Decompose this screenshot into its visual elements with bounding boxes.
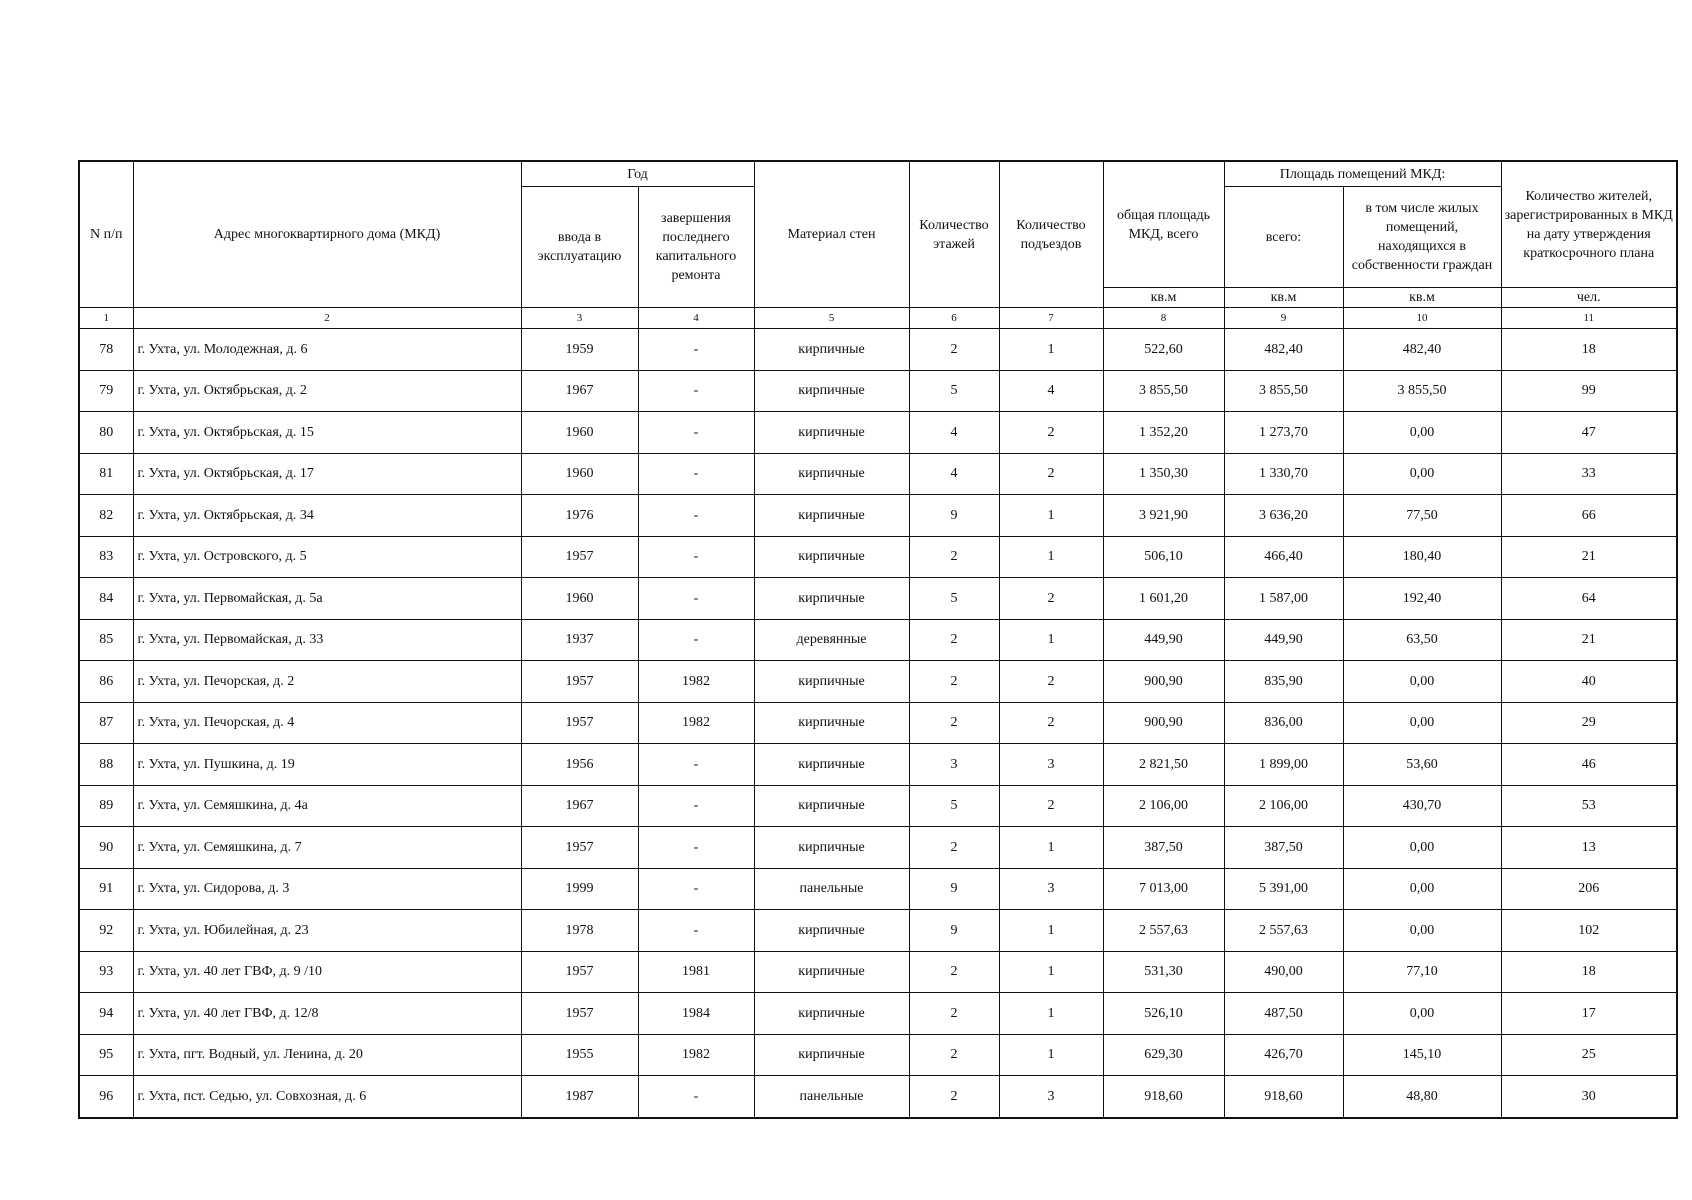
cell-address: г. Ухта, ул. Сидорова, д. 3: [133, 868, 521, 910]
cell-wall-material: кирпичные: [754, 744, 909, 786]
cell-year-repair: 1984: [638, 993, 754, 1035]
cell-entrances: 3: [999, 744, 1103, 786]
cell-year-commission: 1967: [521, 370, 638, 412]
unit-total-area: кв.м: [1103, 288, 1224, 308]
cell-address: г. Ухта, ул. Октябрьская, д. 34: [133, 495, 521, 537]
cell-year-repair: -: [638, 329, 754, 371]
cell-n: 82: [79, 495, 133, 537]
cell-residents: 33: [1501, 453, 1677, 495]
cell-year-commission: 1955: [521, 1034, 638, 1076]
cell-entrances: 1: [999, 1034, 1103, 1076]
cell-floors: 5: [909, 578, 999, 620]
cell-entrances: 2: [999, 453, 1103, 495]
cell-wall-material: панельные: [754, 1076, 909, 1118]
cell-n: 89: [79, 785, 133, 827]
cell-wall-material: кирпичные: [754, 702, 909, 744]
cell-year-repair: -: [638, 868, 754, 910]
cell-residents: 13: [1501, 827, 1677, 869]
cell-entrances: 2: [999, 785, 1103, 827]
cell-year-repair: -: [638, 495, 754, 537]
cell-area-all: 836,00: [1224, 702, 1343, 744]
table-row: [79, 453, 1677, 495]
cell-entrances: 1: [999, 495, 1103, 537]
cell-year-commission: 1960: [521, 412, 638, 454]
cell-area-all: 482,40: [1224, 329, 1343, 371]
cell-floors: 5: [909, 785, 999, 827]
header-year-repair: завершения последнего капитального ремонта: [638, 187, 754, 308]
cell-total-area: 900,90: [1103, 702, 1224, 744]
cell-residents: 47: [1501, 412, 1677, 454]
cell-wall-material: кирпичные: [754, 661, 909, 703]
cell-residents: 18: [1501, 951, 1677, 993]
cell-year-commission: 1957: [521, 536, 638, 578]
cell-floors: 2: [909, 951, 999, 993]
table-row: [79, 993, 1677, 1035]
cell-year-commission: 1959: [521, 329, 638, 371]
header-address: Адрес многоквартирного дома (МКД): [133, 161, 521, 308]
cell-address: г. Ухта, ул. 40 лет ГВФ, д. 12/8: [133, 993, 521, 1035]
cell-address: г. Ухта, ул. Октябрьская, д. 17: [133, 453, 521, 495]
cell-year-repair: -: [638, 785, 754, 827]
cell-area-residential: 482,40: [1343, 329, 1501, 371]
table-row: [79, 1076, 1677, 1118]
cell-floors: 2: [909, 536, 999, 578]
cell-address: г. Ухта, ул. Первомайская, д. 5а: [133, 578, 521, 620]
cell-residents: 21: [1501, 619, 1677, 661]
cell-total-area: 522,60: [1103, 329, 1224, 371]
cell-n: 87: [79, 702, 133, 744]
cell-total-area: 387,50: [1103, 827, 1224, 869]
cell-wall-material: кирпичные: [754, 536, 909, 578]
column-number: 8: [1103, 308, 1224, 329]
column-number: 1: [79, 308, 133, 329]
cell-total-area: 1 352,20: [1103, 412, 1224, 454]
cell-year-repair: -: [638, 619, 754, 661]
cell-entrances: 2: [999, 412, 1103, 454]
cell-total-area: 900,90: [1103, 661, 1224, 703]
cell-residents: 21: [1501, 536, 1677, 578]
cell-wall-material: кирпичные: [754, 993, 909, 1035]
column-number: 7: [999, 308, 1103, 329]
cell-n: 95: [79, 1034, 133, 1076]
cell-total-area: 918,60: [1103, 1076, 1224, 1118]
cell-area-all: 487,50: [1224, 993, 1343, 1035]
column-number: 10: [1343, 308, 1501, 329]
cell-entrances: 2: [999, 661, 1103, 703]
cell-area-all: 1 899,00: [1224, 744, 1343, 786]
cell-total-area: 2 557,63: [1103, 910, 1224, 952]
cell-n: 91: [79, 868, 133, 910]
cell-address: г. Ухта, ул. Островского, д. 5: [133, 536, 521, 578]
cell-area-all: 918,60: [1224, 1076, 1343, 1118]
cell-year-repair: -: [638, 412, 754, 454]
cell-year-commission: 1967: [521, 785, 638, 827]
cell-wall-material: кирпичные: [754, 1034, 909, 1076]
cell-address: г. Ухта, ул. Молодежная, д. 6: [133, 329, 521, 371]
cell-wall-material: кирпичные: [754, 951, 909, 993]
table-row: [79, 1034, 1677, 1076]
cell-floors: 4: [909, 412, 999, 454]
cell-year-repair: 1982: [638, 661, 754, 703]
column-number: 4: [638, 308, 754, 329]
cell-address: г. Ухта, ул. Печорская, д. 2: [133, 661, 521, 703]
cell-address: г. Ухта, пст. Седью, ул. Совхозная, д. 6: [133, 1076, 521, 1118]
cell-area-all: 426,70: [1224, 1034, 1343, 1076]
cell-year-repair: -: [638, 827, 754, 869]
cell-floors: 2: [909, 1034, 999, 1076]
cell-entrances: 1: [999, 329, 1103, 371]
cell-year-commission: 1956: [521, 744, 638, 786]
table-row: [79, 536, 1677, 578]
cell-area-residential: 0,00: [1343, 910, 1501, 952]
table-row: [79, 910, 1677, 952]
cell-residents: 53: [1501, 785, 1677, 827]
cell-area-residential: 0,00: [1343, 868, 1501, 910]
cell-floors: 4: [909, 453, 999, 495]
cell-entrances: 3: [999, 868, 1103, 910]
cell-residents: 17: [1501, 993, 1677, 1035]
cell-year-repair: 1982: [638, 702, 754, 744]
cell-area-residential: 0,00: [1343, 702, 1501, 744]
table-row: [79, 619, 1677, 661]
cell-total-area: 1 601,20: [1103, 578, 1224, 620]
unit-area-residential: кв.м: [1343, 288, 1501, 308]
cell-n: 83: [79, 536, 133, 578]
cell-n: 92: [79, 910, 133, 952]
cell-entrances: 1: [999, 951, 1103, 993]
cell-area-residential: 63,50: [1343, 619, 1501, 661]
cell-entrances: 1: [999, 827, 1103, 869]
header-wall-material: Материал стен: [754, 161, 909, 308]
cell-entrances: 4: [999, 370, 1103, 412]
cell-wall-material: деревянные: [754, 619, 909, 661]
table-row: [79, 827, 1677, 869]
header-area-residential: в том числе жилых помещений, находящихся в собственности граждан: [1343, 187, 1501, 288]
column-number: 5: [754, 308, 909, 329]
cell-floors: 9: [909, 495, 999, 537]
cell-area-all: 1 587,00: [1224, 578, 1343, 620]
header-year-commission: ввода в эксплуатацию: [521, 187, 638, 308]
unit-area-all: кв.м: [1224, 288, 1343, 308]
cell-area-residential: 180,40: [1343, 536, 1501, 578]
cell-floors: 2: [909, 661, 999, 703]
cell-area-all: 1 330,70: [1224, 453, 1343, 495]
header-residents: Количество жителей, зарегистрированных в МКД на дату утверждения краткосрочного плана: [1501, 161, 1677, 288]
cell-area-all: 835,90: [1224, 661, 1343, 703]
cell-address: г. Ухта, ул. Первомайская, д. 33: [133, 619, 521, 661]
cell-entrances: 1: [999, 619, 1103, 661]
cell-total-area: 1 350,30: [1103, 453, 1224, 495]
cell-year-repair: -: [638, 536, 754, 578]
cell-residents: 66: [1501, 495, 1677, 537]
column-numbers-row: [79, 308, 1677, 329]
cell-wall-material: кирпичные: [754, 827, 909, 869]
cell-address: г. Ухта, ул. Семяшкина, д. 4а: [133, 785, 521, 827]
cell-area-all: 3 636,20: [1224, 495, 1343, 537]
cell-area-residential: 77,50: [1343, 495, 1501, 537]
cell-n: 96: [79, 1076, 133, 1118]
table-header: [79, 161, 1677, 308]
cell-floors: 2: [909, 329, 999, 371]
cell-address: г. Ухта, ул. Печорская, д. 4: [133, 702, 521, 744]
cell-wall-material: кирпичные: [754, 453, 909, 495]
cell-year-commission: 1957: [521, 993, 638, 1035]
cell-total-area: 526,10: [1103, 993, 1224, 1035]
cell-address: г. Ухта, ул. Октябрьская, д. 2: [133, 370, 521, 412]
cell-n: 81: [79, 453, 133, 495]
cell-entrances: 1: [999, 536, 1103, 578]
cell-area-all: 5 391,00: [1224, 868, 1343, 910]
cell-area-residential: 3 855,50: [1343, 370, 1501, 412]
cell-year-commission: 1976: [521, 495, 638, 537]
cell-floors: 3: [909, 744, 999, 786]
cell-floors: 9: [909, 868, 999, 910]
cell-wall-material: кирпичные: [754, 578, 909, 620]
cell-year-commission: 1937: [521, 619, 638, 661]
cell-floors: 5: [909, 370, 999, 412]
cell-year-commission: 1978: [521, 910, 638, 952]
cell-total-area: 7 013,00: [1103, 868, 1224, 910]
cell-area-all: 490,00: [1224, 951, 1343, 993]
cell-residents: 64: [1501, 578, 1677, 620]
cell-area-all: 387,50: [1224, 827, 1343, 869]
cell-n: 94: [79, 993, 133, 1035]
cell-address: г. Ухта, ул. 40 лет ГВФ, д. 9 /10: [133, 951, 521, 993]
table-row: [79, 495, 1677, 537]
cell-area-all: 2 557,63: [1224, 910, 1343, 952]
cell-year-commission: 1957: [521, 827, 638, 869]
cell-year-commission: 1957: [521, 702, 638, 744]
cell-total-area: 2 106,00: [1103, 785, 1224, 827]
cell-wall-material: кирпичные: [754, 370, 909, 412]
column-number: 6: [909, 308, 999, 329]
cell-residents: 46: [1501, 744, 1677, 786]
cell-wall-material: панельные: [754, 868, 909, 910]
cell-year-repair: -: [638, 578, 754, 620]
cell-n: 80: [79, 412, 133, 454]
cell-year-repair: -: [638, 453, 754, 495]
cell-area-all: 1 273,70: [1224, 412, 1343, 454]
cell-address: г. Ухта, ул. Семяшкина, д. 7: [133, 827, 521, 869]
cell-floors: 2: [909, 1076, 999, 1118]
cell-n: 86: [79, 661, 133, 703]
cell-area-residential: 77,10: [1343, 951, 1501, 993]
cell-total-area: 531,30: [1103, 951, 1224, 993]
header-n: N п/п: [79, 161, 133, 308]
cell-address: г. Ухта, ул. Октябрьская, д. 15: [133, 412, 521, 454]
cell-year-repair: -: [638, 910, 754, 952]
cell-area-residential: 192,40: [1343, 578, 1501, 620]
cell-year-commission: 1960: [521, 578, 638, 620]
cell-entrances: 1: [999, 993, 1103, 1035]
cell-floors: 2: [909, 619, 999, 661]
cell-residents: 40: [1501, 661, 1677, 703]
cell-area-residential: 48,80: [1343, 1076, 1501, 1118]
cell-area-residential: 145,10: [1343, 1034, 1501, 1076]
cell-year-commission: 1960: [521, 453, 638, 495]
column-number: 2: [133, 308, 521, 329]
table-row: [79, 744, 1677, 786]
table-row: [79, 370, 1677, 412]
column-number: 11: [1501, 308, 1677, 329]
header-area-all: всего:: [1224, 187, 1343, 288]
cell-area-all: 3 855,50: [1224, 370, 1343, 412]
cell-residents: 29: [1501, 702, 1677, 744]
cell-wall-material: кирпичные: [754, 329, 909, 371]
cell-year-repair: 1981: [638, 951, 754, 993]
cell-year-commission: 1957: [521, 951, 638, 993]
cell-wall-material: кирпичные: [754, 495, 909, 537]
cell-address: г. Ухта, ул. Пушкина, д. 19: [133, 744, 521, 786]
cell-address: г. Ухта, ул. Юбилейная, д. 23: [133, 910, 521, 952]
cell-year-repair: -: [638, 744, 754, 786]
cell-address: г. Ухта, пгт. Водный, ул. Ленина, д. 20: [133, 1034, 521, 1076]
header-entrances: Количество подъездов: [999, 161, 1103, 308]
cell-year-repair: -: [638, 370, 754, 412]
cell-n: 84: [79, 578, 133, 620]
table-body: [79, 329, 1677, 1118]
cell-total-area: 2 821,50: [1103, 744, 1224, 786]
housing-register-sheet: [78, 160, 1676, 1119]
cell-entrances: 2: [999, 578, 1103, 620]
cell-residents: 18: [1501, 329, 1677, 371]
cell-area-residential: 0,00: [1343, 827, 1501, 869]
cell-area-residential: 0,00: [1343, 661, 1501, 703]
cell-year-commission: 1957: [521, 661, 638, 703]
cell-year-repair: 1982: [638, 1034, 754, 1076]
cell-entrances: 3: [999, 1076, 1103, 1118]
header-total-area: общая площадь МКД, всего: [1103, 161, 1224, 288]
cell-area-residential: 0,00: [1343, 412, 1501, 454]
table-row: [79, 578, 1677, 620]
cell-area-residential: 0,00: [1343, 453, 1501, 495]
cell-total-area: 3 921,90: [1103, 495, 1224, 537]
cell-floors: 2: [909, 993, 999, 1035]
cell-area-all: 466,40: [1224, 536, 1343, 578]
cell-total-area: 3 855,50: [1103, 370, 1224, 412]
table-row: [79, 951, 1677, 993]
housing-table: [78, 160, 1678, 1119]
cell-wall-material: кирпичные: [754, 785, 909, 827]
cell-n: 85: [79, 619, 133, 661]
cell-floors: 2: [909, 827, 999, 869]
table-row: [79, 868, 1677, 910]
cell-area-all: 2 106,00: [1224, 785, 1343, 827]
cell-residents: 99: [1501, 370, 1677, 412]
cell-residents: 206: [1501, 868, 1677, 910]
cell-total-area: 629,30: [1103, 1034, 1224, 1076]
cell-year-commission: 1999: [521, 868, 638, 910]
cell-residents: 102: [1501, 910, 1677, 952]
column-number: 9: [1224, 308, 1343, 329]
table-row: [79, 785, 1677, 827]
table-row: [79, 702, 1677, 744]
column-number: 3: [521, 308, 638, 329]
header-year: Год: [521, 161, 754, 187]
cell-floors: 2: [909, 702, 999, 744]
cell-residents: 30: [1501, 1076, 1677, 1118]
cell-floors: 9: [909, 910, 999, 952]
cell-area-all: 449,90: [1224, 619, 1343, 661]
cell-n: 90: [79, 827, 133, 869]
cell-n: 78: [79, 329, 133, 371]
cell-area-residential: 53,60: [1343, 744, 1501, 786]
header-floors: Количество этажей: [909, 161, 999, 308]
cell-n: 79: [79, 370, 133, 412]
cell-total-area: 506,10: [1103, 536, 1224, 578]
header-area-group: Площадь помещений МКД:: [1224, 161, 1501, 187]
table-row: [79, 329, 1677, 371]
table-row: [79, 661, 1677, 703]
unit-residents: чел.: [1501, 288, 1677, 308]
table-row: [79, 412, 1677, 454]
cell-n: 88: [79, 744, 133, 786]
cell-year-commission: 1987: [521, 1076, 638, 1118]
cell-n: 93: [79, 951, 133, 993]
cell-wall-material: кирпичные: [754, 412, 909, 454]
cell-entrances: 2: [999, 702, 1103, 744]
cell-total-area: 449,90: [1103, 619, 1224, 661]
cell-area-residential: 430,70: [1343, 785, 1501, 827]
cell-area-residential: 0,00: [1343, 993, 1501, 1035]
cell-entrances: 1: [999, 910, 1103, 952]
cell-wall-material: кирпичные: [754, 910, 909, 952]
cell-year-repair: -: [638, 1076, 754, 1118]
cell-residents: 25: [1501, 1034, 1677, 1076]
